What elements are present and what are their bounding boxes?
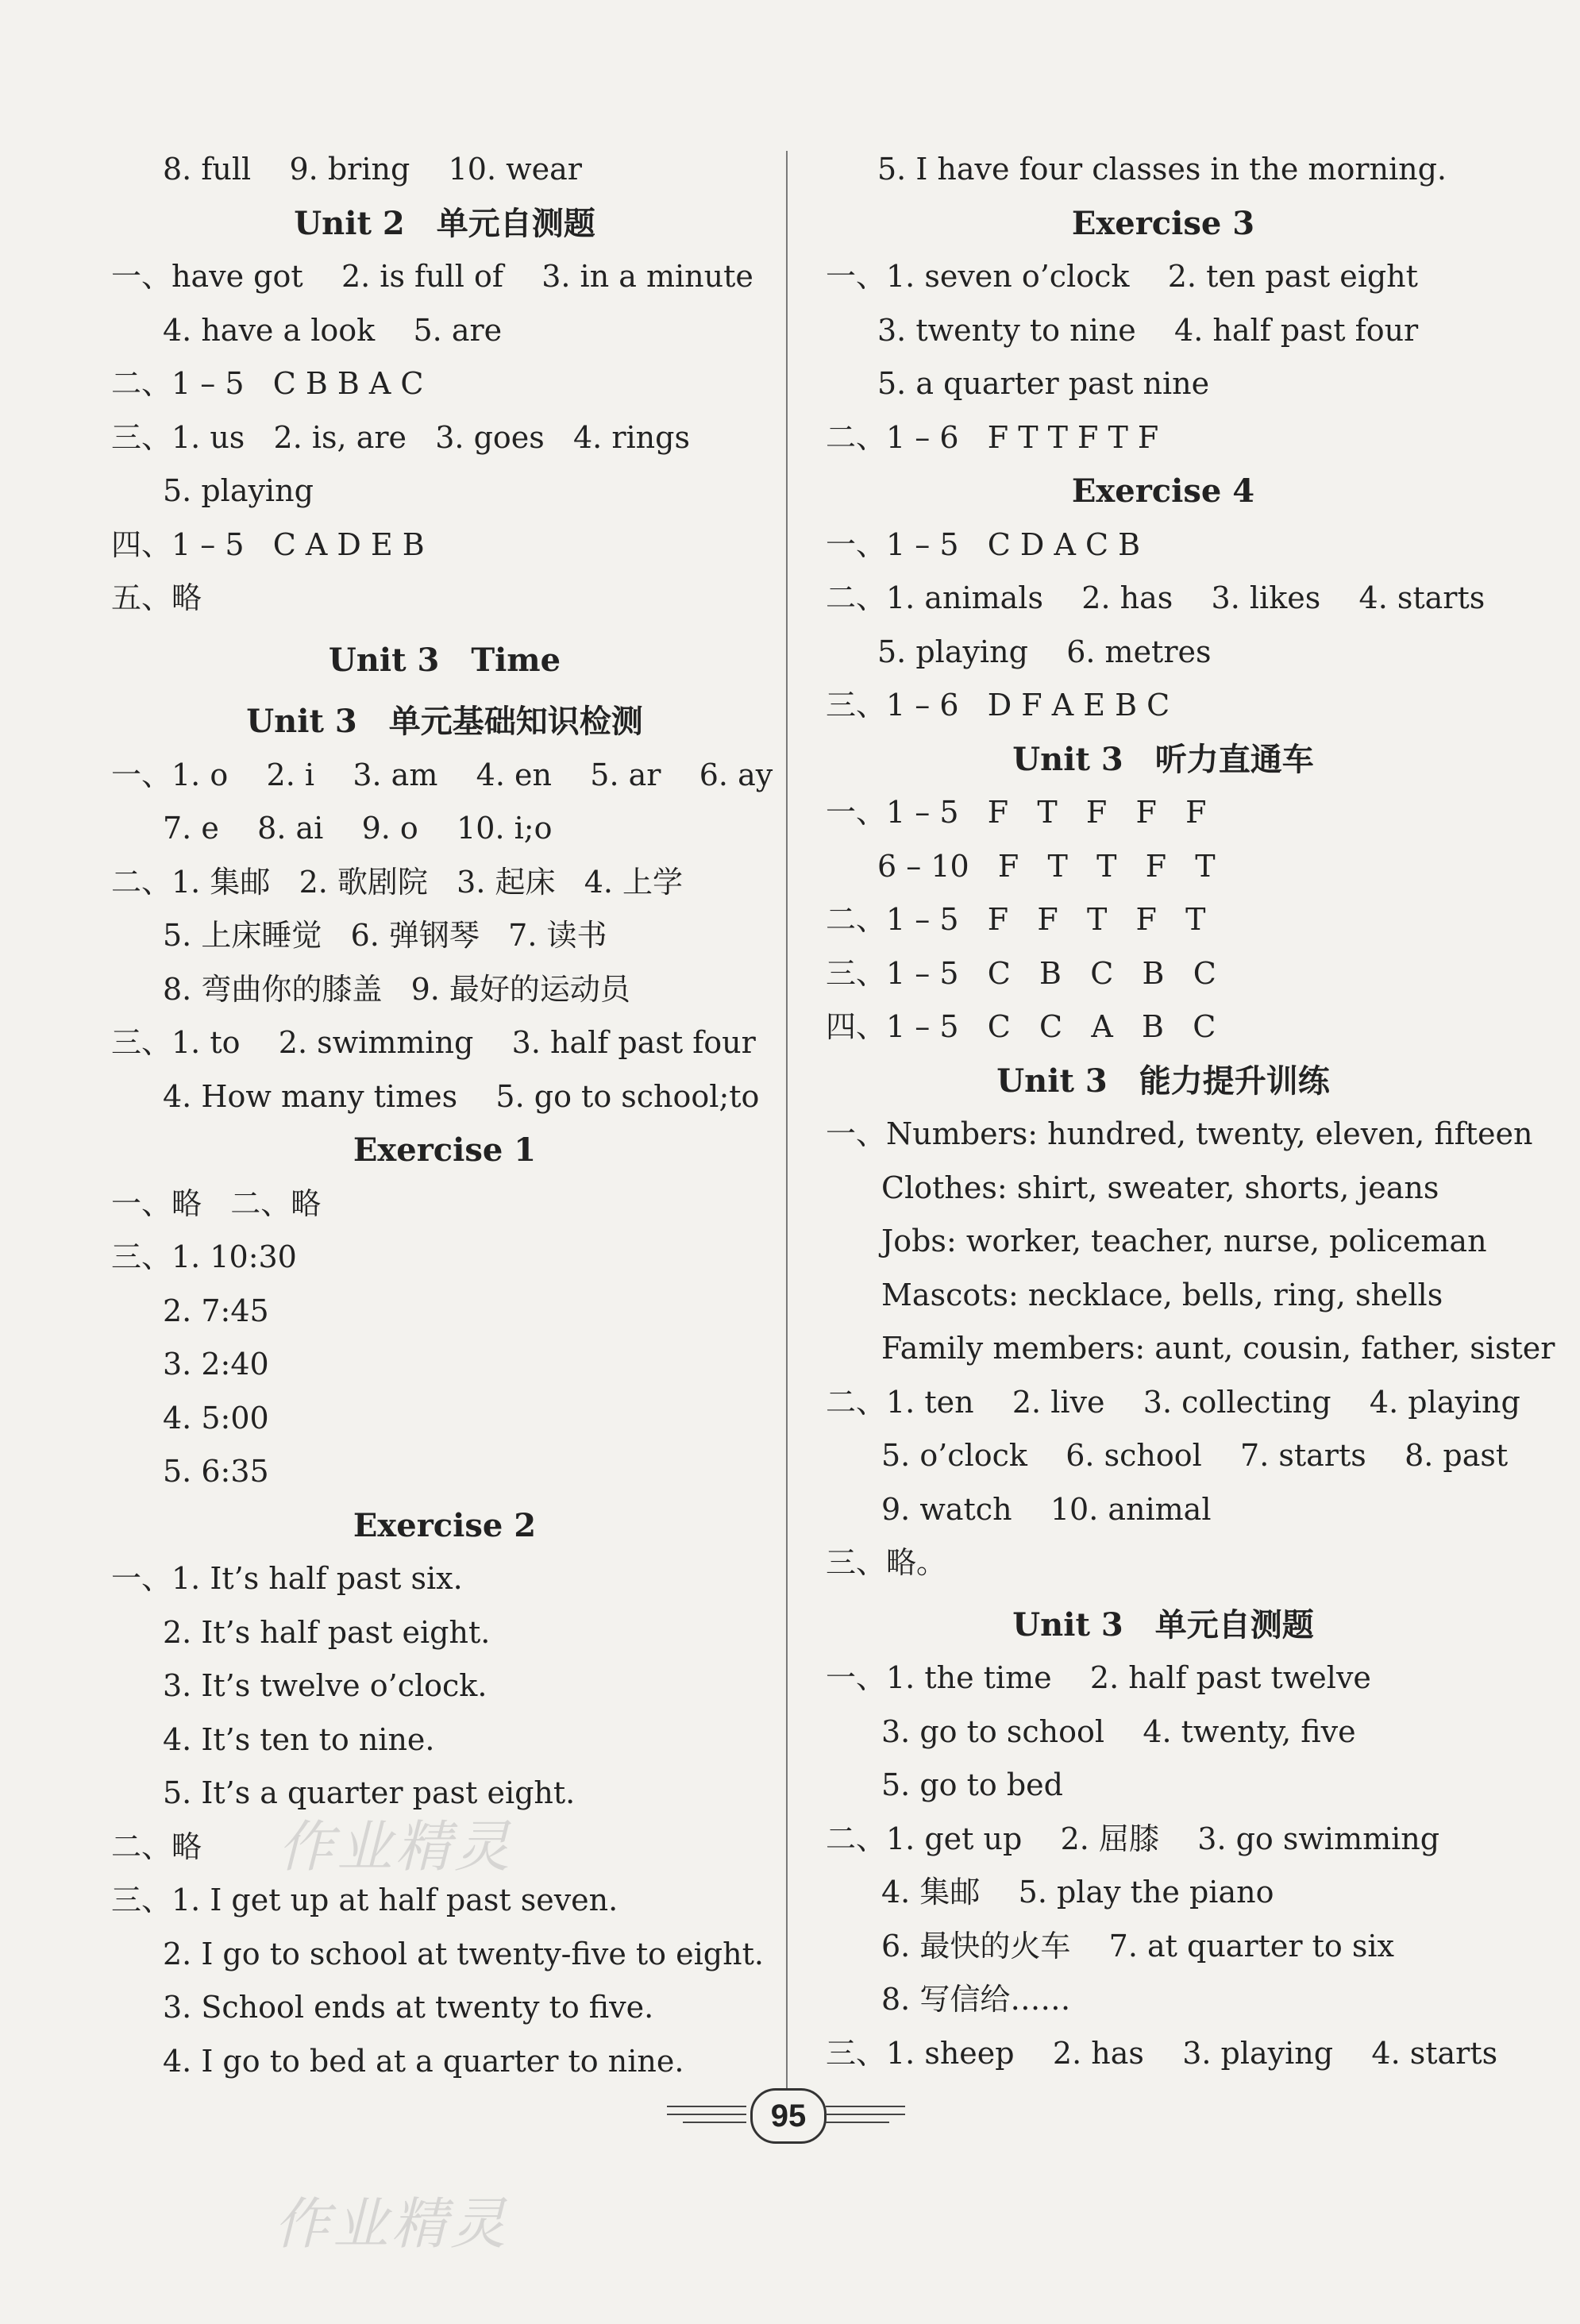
section-heading [111,1123,778,1177]
answer-line: 3. 2:40 [163,1347,269,1382]
answer-line: 3. School ends at twenty to five. [163,1990,654,2025]
section-heading [111,1499,778,1553]
answer-line: 三、1 – 6 D F A E B C [826,688,1170,723]
column-divider [786,151,788,2112]
heading-unit: Exercise 4 [1071,472,1255,510]
answer-line: 3. go to school 4. twenty, five [881,1713,1356,1749]
answer-line: 二、1. animals 2. has 3. likes 4. starts [826,580,1486,615]
answer-line: 6 – 10 F T T F T [877,848,1216,884]
heading-title: 听力直通车 [1154,740,1314,778]
page-footer [667,2088,905,2144]
answer-line: 一、have got 2. is full of 3. in a minute [111,259,753,294]
answer-line: 4. I go to bed at a quarter to nine. [163,2043,684,2079]
answer-line: 一、1. the time 2. half past twelve [826,1660,1371,1695]
answer-line: 三、1. us 2. is, are 3. goes 4. rings [111,419,690,455]
heading-unit: Unit 3 [328,641,440,679]
answer-line: Family members: aunt, cousin, father, sister [881,1331,1555,1366]
answer-line: 一、1. seven o’clock 2. ten past eight [826,259,1418,294]
answer-line: 二、1. 集邮 2. 歌剧院 3. 起床 4. 上学 [111,864,684,900]
heading-unit: Unit 3 [996,1062,1108,1100]
answer-line: Clothes: shirt, sweater, shorts, jeans [881,1170,1439,1205]
section-heading [826,1054,1501,1108]
answer-line: 四、1 – 5 C C A B C [826,1009,1216,1044]
answer-line: 一、1 – 5 C D A C B [826,526,1141,562]
answer-line: 三、略。 [826,1545,947,1580]
answer-line: 5. playing 6. metres [877,634,1212,669]
answer-line: 三、1. to 2. swimming 3. half past four [111,1025,756,1060]
heading-unit: Exercise 1 [353,1131,537,1169]
section-heading [826,1598,1501,1652]
heading-unit: Unit 2 [294,204,405,242]
answer-line: 5. 6:35 [163,1454,269,1489]
answer-line: 三、1. 10:30 [111,1239,297,1274]
heading-title: 单元自测题 [1154,1605,1314,1644]
answer-line: 8. full 9. bring 10. wear [163,152,582,187]
heading-unit: Unit 3 [1012,740,1123,778]
answer-line: 4. have a look 5. are [163,312,503,348]
answer-line: 4. 5:00 [163,1400,269,1436]
left-column [111,143,778,2088]
section-heading [826,733,1501,787]
heading-unit: Unit 3 [1012,1605,1123,1644]
answer-line: Mascots: necklace, bells, ring, shells [881,1277,1443,1312]
heading-title: 能力提升训练 [1139,1062,1330,1100]
page-number: 95 [750,2088,827,2144]
section-heading [111,634,778,688]
watermark-bottom: 作业精灵 [274,2191,509,2257]
answer-line: 8. 写信给…… [881,1982,1071,2017]
answer-line: 2. I go to school at twenty-five to eight. [163,1936,764,1971]
answer-line: 二、1 – 5 C B B A C [111,366,424,401]
answer-line: 7. e 8. ai 9. o 10. i;o [163,811,553,846]
heading-unit: Exercise 2 [353,1506,537,1544]
answer-line: 5. o’clock 6. school 7. starts 8. past [881,1438,1509,1473]
answer-line: 一、1. It’s half past six. [111,1561,463,1596]
answer-line: 3. twenty to nine 4. half past four [877,312,1419,348]
answer-line: 5. playing [163,473,314,508]
section-heading [111,695,778,749]
answer-line: 5. go to bed [881,1767,1063,1802]
answer-line: 4. 集邮 5. play the piano [881,1875,1274,1910]
section-heading [826,197,1501,251]
answer-line: 五、略 [111,580,202,615]
answer-line: Jobs: worker, teacher, nurse, policeman [881,1224,1487,1258]
watermark: 作业精灵 [278,1814,513,1879]
answer-line: 二、1. ten 2. live 3. collecting 4. playing [826,1384,1520,1420]
answer-line: 4. How many times 5. go to school;to [163,1078,760,1114]
answer-line: 一、1. o 2. i 3. am 4. en 5. ar 6. ay [111,757,773,792]
answer-line: 一、Numbers: hundred, twenty, eleven, fifteen [826,1116,1533,1151]
answer-line: 二、1 – 6 F T T F T F [826,419,1159,455]
answer-line: 8. 弯曲你的膝盖 9. 最好的运动员 [163,971,630,1007]
heading-title: Time [471,641,561,679]
answer-line: 4. It’s ten to nine. [163,1721,435,1757]
answer-line: 二、1. get up 2. 屈膝 3. go swimming [826,1821,1440,1856]
answer-line: 6. 最快的火车 7. at quarter to six [881,1928,1394,1964]
heading-unit: Unit 3 [246,703,357,740]
answer-line: 5. 上床睡觉 6. 弹钢琴 7. 读书 [163,918,607,953]
answer-line: 二、略 [111,1829,202,1864]
heading-title: 单元自测题 [436,204,595,242]
heading-unit: Exercise 3 [1071,204,1255,242]
answer-line: 5. a quarter past nine [877,366,1210,401]
answer-line: 三、1 – 5 C B C B C [826,955,1216,991]
right-column [826,143,1555,2080]
answer-line: 9. watch 10. animal [881,1491,1212,1527]
answer-line: 四、1 – 5 C A D E B [111,526,425,562]
answer-line: 三、1. sheep 2. has 3. playing 4. starts [826,2035,1498,2071]
answer-line: 一、1 – 5 F T F F F [826,795,1207,830]
answer-line: 三、1. I get up at half past seven. [111,1883,619,1917]
answer-line: 5. I have four classes in the morning. [877,152,1447,187]
answer-line: 5. It’s a quarter past eight. [163,1775,576,1810]
section-heading [826,464,1501,518]
heading-title: 单元基础知识检测 [388,703,643,740]
answer-line: 3. It’s twelve o’clock. [163,1668,487,1703]
answer-line: 一、略 二、略 [111,1185,322,1221]
answer-line: 二、1 – 5 F F T F T [826,902,1206,937]
section-heading [111,197,778,251]
answer-line: 2. It’s half past eight. [163,1614,491,1650]
answer-line: 2. 7:45 [163,1293,269,1328]
